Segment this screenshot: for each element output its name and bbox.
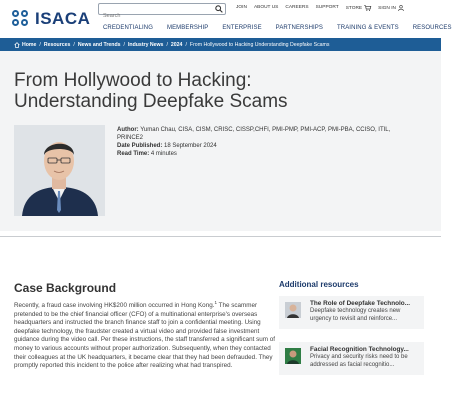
join-link[interactable]: JOIN — [236, 5, 247, 10]
site-header — [0, 0, 452, 38]
author-photo — [14, 125, 105, 216]
support-link[interactable]: SUPPORT — [315, 5, 339, 10]
nav-membership[interactable]: MEMBERSHIP — [166, 25, 209, 31]
breadcrumb-industry-news[interactable]: Industry News — [127, 41, 164, 48]
breadcrumb: Home / Resources / News and Trends / Industry News / 2024 / From Hollywood to Hacking Understanding Deepfake Scams — [0, 38, 441, 51]
read-time-label: Read Time: — [117, 151, 150, 157]
nav-credentialing[interactable]: CREDENTIALING — [103, 25, 153, 31]
additional-resources-heading: Additional resources — [279, 280, 359, 289]
section-heading: Case Background — [14, 281, 117, 295]
search-box[interactable] — [98, 3, 226, 15]
article-paragraph — [14, 299, 276, 371]
nav-resources[interactable]: RESOURCES — [412, 25, 452, 31]
page-title: From Hollywood to Hacking: Understanding Deepfake Scams — [14, 70, 288, 112]
article-meta — [117, 126, 417, 158]
resource-description: Deepfake technology creates new urgency to revisit and reinforce... — [310, 308, 401, 322]
breadcrumb-home[interactable]: Home — [22, 41, 37, 48]
main-navigation — [103, 25, 452, 31]
date-value: 18 September 2024 — [164, 143, 217, 149]
about-us-link[interactable]: ABOUT US — [253, 5, 279, 10]
cart-icon — [364, 5, 371, 11]
section-divider — [0, 236, 441, 237]
nav-training-events[interactable]: TRAINING & EVENTS — [337, 25, 399, 31]
sign-in-link[interactable] — [378, 5, 404, 11]
user-icon — [398, 5, 404, 11]
resource-description: Privacy and security risks need to be addressed as facial recognitio... — [310, 354, 408, 368]
search-icon[interactable] — [215, 5, 223, 13]
footnote-link[interactable]: 1 — [214, 300, 217, 305]
resource-card[interactable] — [279, 296, 424, 329]
breadcrumb-news-trends[interactable]: News and Trends — [77, 41, 121, 48]
breadcrumb-resources[interactable]: Resources — [43, 41, 71, 48]
date-label: Date Published: — [117, 143, 163, 149]
utility-links — [236, 5, 411, 11]
resource-card[interactable] — [279, 342, 424, 375]
resource-thumbnail — [285, 348, 301, 364]
read-time-value: 4 minutes — [150, 151, 177, 157]
author-value: Yuman Chau, CISA, CISM, CRISC, CISSP,CHFI, PMI-PMP, PMI-ACP, PMI-PBA, CCISO, ITIL, PRINCE2 — [117, 127, 391, 141]
store-label: STORE — [345, 5, 363, 11]
nav-enterprise[interactable]: ENTERPRISE — [222, 25, 262, 31]
author-line — [117, 126, 417, 142]
isaca-logo[interactable] — [12, 9, 90, 29]
isaca-logo-mark-icon — [12, 10, 30, 28]
store-link[interactable] — [346, 5, 371, 11]
nav-partnerships[interactable]: PARTNERSHIPS — [275, 25, 323, 31]
careers-link[interactable]: CAREERS — [285, 5, 309, 10]
resource-title[interactable]: Facial Recognition Technology... — [310, 346, 409, 353]
date-line — [117, 142, 417, 150]
breadcrumb-year[interactable]: 2024 — [170, 41, 183, 48]
search-input[interactable] — [99, 11, 207, 21]
read-time-line — [117, 150, 417, 158]
breadcrumb-current: From Hollywood to Hacking Understanding Deepfake Scams — [189, 41, 330, 48]
sign-in-label: SIGN IN — [378, 5, 396, 11]
resource-title[interactable]: The Role of Deepfake Technolo... — [310, 300, 411, 307]
paragraph-text-1: Recently, a fraud case involving HK$200 million occurred in Hong Kong. — [14, 302, 215, 310]
home-icon[interactable] — [14, 42, 20, 48]
paragraph-text-2: The scammer pretended to be the chief financial officer (CFO) of a multinational enterprise's overseas headquarters and instructed the branch finance staff to join a confidential meeting. Using deepfake technology, the fraudster created a virtual video and provided false investment guidance during the video call. Per these instructions, the staff transferred a significant sum of money to various accounts without proper authorization. Subsequently, when they contacted their colleagues at the UK headquarters, it became clear that they had been defrauded. They promptly reported this incident to the police after realizing what had transpired. — [14, 302, 275, 370]
logo-text: ISACA — [35, 9, 91, 28]
resource-thumbnail — [285, 302, 301, 318]
author-label: Author: — [117, 127, 139, 133]
